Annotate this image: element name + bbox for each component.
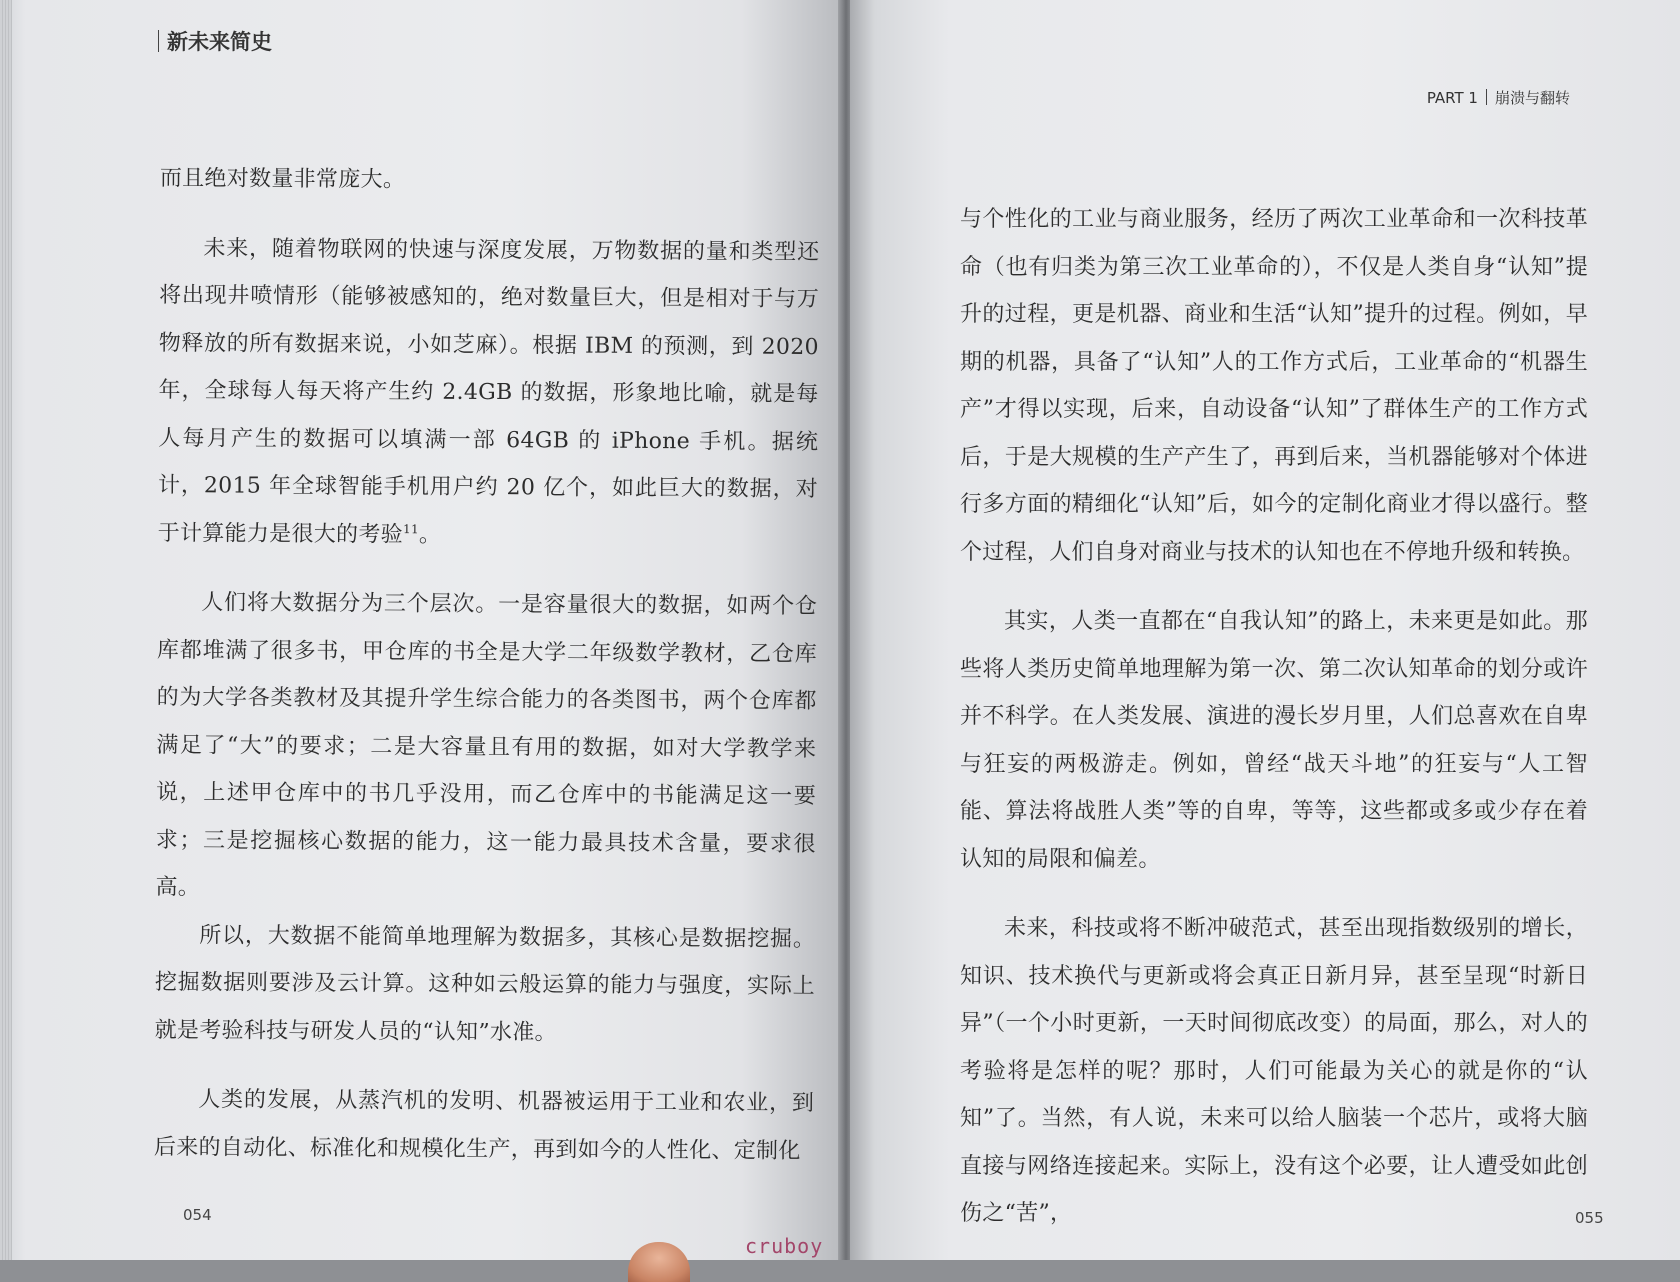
watermark: cruboy [745, 1234, 824, 1258]
paragraph: 人们将大数据分为三个层次。一是容量很大的数据，如两个仓库都堆满了很多书，甲仓库的书全是大学二年级数学教材，乙仓库的为大学各类教材及其提升学生综合能力的各类图书，两个仓库都满足了“大”的要求；二是大容量且有用的数据，如对大学教学来说，上述甲仓库中的书几乎没用，而乙仓库中的书能满足这一要求；三是挖掘核心数据的能力，这一能力最具技术含量，要求很高。 [155, 590, 818, 901]
left-page-body [154, 155, 820, 1175]
left-page [0, 0, 842, 1260]
book-title: 新未来简史 [167, 30, 272, 54]
paragraph: 其实，人类一直都在“自我认知”的路上，未来更是如此。那些将人类历史简单地理解为第一次、第二次认知革命的划分或许并不科学。在人类发展、演进的漫长岁月里，人们总喜欢在自卑与狂妄的两极游走。例如，曾经“战天斗地”的狂妄与“人工智能、算法将战胜人类”等的自卑，等等，这些都或多或少存在着认知的局限和偏差。 [960, 609, 1588, 872]
chapter-title: 崩溃与翻转 [1494, 89, 1570, 107]
running-head-book-title [158, 26, 272, 56]
paragraph: 人类的发展，从蒸汽机的发明、机器被运用于工业和农业，到后来的自动化、标准化和规模化生产，再到如今的人性化、定制化 [153, 1087, 815, 1164]
paragraph: 而且绝对数量非常庞大。 [159, 165, 406, 193]
paragraph-tail: 。 [418, 522, 442, 548]
head-divider [158, 30, 159, 52]
page-number: 054 [183, 1206, 212, 1224]
paragraph: 未来，科技或将不断冲破范式，甚至出现指数级别的增长，知识、技术换代与更新或将会真正日新月异，甚至呈现“时新日异”（一个小时更新，一天时间彻底改变）的局面，那么，对人的考验将是怎样的呢？那时，人们可能最为关心的就是你的“认知”了。当然，有人说，未来可以给人脑装一个芯片，或将大脑直接与网络连接起来。实际上，没有这个必要，让人遭受如此创伤之“苦”， [960, 916, 1588, 1226]
paragraph-text: 未来，随着物联网的快速与深度发展，万物数据的量和类型还将出现井喷情形（能够被感知的，绝对数量巨大，但是相对于与万物释放的所有数据来说，小如芝麻）。根据 IBM 的预测，到 2020 年，全球每人每天将产生约 2.4GB 的数据，形象地比喻，就是每人每月产生的数据可以填满一部 64GB 的 iPhone 手机。据统计，2015 年全球智能手机用户约 20 亿个，如此巨大的数据，对于计算能力是很大的考验 [157, 235, 820, 547]
part-label: PART 1 [1426, 89, 1478, 107]
right-page-body [960, 196, 1588, 1238]
head-divider [1486, 89, 1487, 105]
paragraph: 与个性化的工业与商业服务，经历了两次工业革命和一次科技革命（也有归类为第三次工业革命的），不仅是人类自身“认知”提升的过程，更是机器、商业和生活“认知”提升的过程。例如，早期的机器，具备了“认知”人的工作方式后，工业革命的“机器生产”才得以实现，后来，自动设备“认知”了群体生产的工作方式后，于是大规模的生产产生了，再到后来，当机器能够对个体进行多方面的精细化“认知”后，如今的定制化商业才得以盛行。整个过程，人们自身对商业与技术的认知也在不停地升级和转换。 [960, 207, 1588, 565]
footnote-marker: 11 [402, 521, 419, 536]
paragraph [158, 224, 820, 561]
page-number: 055 [1575, 1209, 1604, 1227]
page-edge-stack [0, 0, 12, 1260]
right-page [850, 0, 1680, 1260]
running-head-chapter [1427, 87, 1570, 108]
paragraph: 所以，大数据不能简单地理解为数据多，其核心是数据挖掘。挖掘数据则要涉及云计算。这种如云般运算的能力与强度，实际上就是考验科技与研发人员的“认知”水准。 [154, 922, 816, 1045]
